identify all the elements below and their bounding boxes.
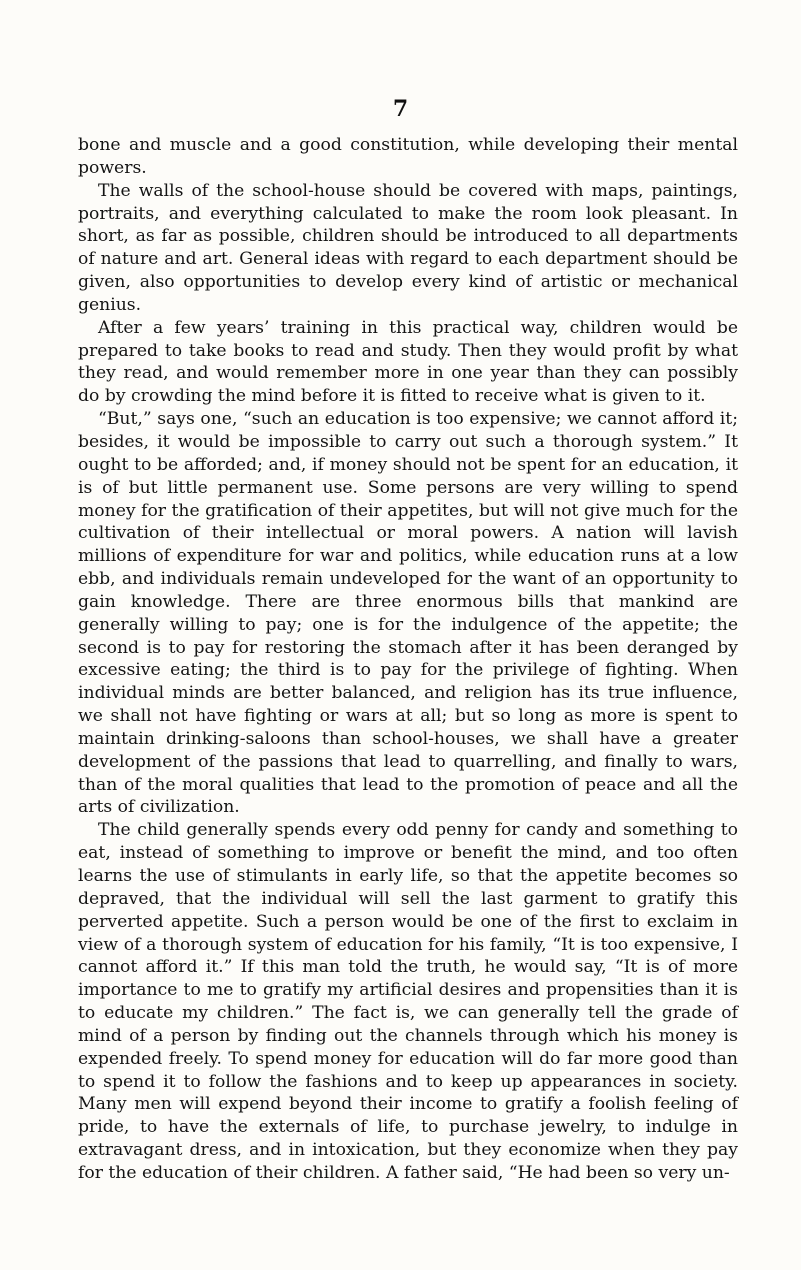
paragraph-2: The walls of the school-house should be covered with maps, paintings, portraits, and everything calculated to make the room look pleasant. In short, as far as possible, children should be introduced to all departments of nature and art. General ideas with regard to each department should be given, also opportunities to develop every kind of artistic or mechanical genius. <box>78 180 738 315</box>
body-text <box>78 134 738 1185</box>
paragraph-5: The child generally spends every odd penny for candy and something to eat, instead of something to improve or benefit the mind, and too often learns the use of stimulants in early life, so that the appetite becomes so depraved, that the individual will sell the last garment to gratify this perverted appetite. Such a person would be one of the first to exclaim in view of a thorough system of education for his family, “It is too expensive, I cannot afford it.” If this man told the truth, he would say, “It is of more importance to me to gratify my artificial desires and propensities than it is to educate my children.” The fact is, we can generally tell the grade of mind of a person by finding out the channels through which his money is expended freely. To spend money for education will do far more good than to spend it to follow the fashions and to keep up appearances in society. Many men will expend beyond their income to gratify a foolish feeling of pride, to have the externals of life, to purchase jewelry, to indulge in extravagant dress, and in intoxication, but they economize when they pay for the education of their children. A father said, “He had been so very un- <box>78 820 738 1183</box>
paragraph-1: bone and muscle and a good constitution, while developing their mental powers. <box>78 135 738 178</box>
paragraph-4: “But,” says one, “such an education is too expensive; we cannot afford it; besides, it would be impossible to carry out such a thorough system.” It ought to be afforded; and, if money should not be spent for an education, it is of but little permanent use. Some persons are very willing to spend money for the gratification of their appetites, but will not give much for the cultivation of their intellectual or moral powers. A nation will lavish millions of expenditure for war and politics, while education runs at a low ebb, and individuals remain undeveloped for the want of an opportunity to gain knowledge. There are three enormous bills that mankind are generally willing to pay; one is for the indulgence of the appetite; the second is to pay for restoring the stomach after it has been deranged by excessive eating; the third is to pay for the privilege of fighting. When individual minds are better balanced, and religion has its true influence, we shall not have fighting or wars at all; but so long as more is spent to maintain drinking-saloons than school-houses, we shall have a greater development of the passions that lead to quarrelling, and finally to wars, than of the moral qualities that lead to the promotion of peace and all the arts of civilization. <box>78 409 738 818</box>
page-number: 7 <box>392 96 409 122</box>
paragraph-3: After a few years’ training in this practical way, children would be prepared to take books to read and study. Then they would profit by what they read, and would remember more in one year than they can possibly do by crowding the mind before it is fitted to receive what is given to it. <box>78 317 738 407</box>
